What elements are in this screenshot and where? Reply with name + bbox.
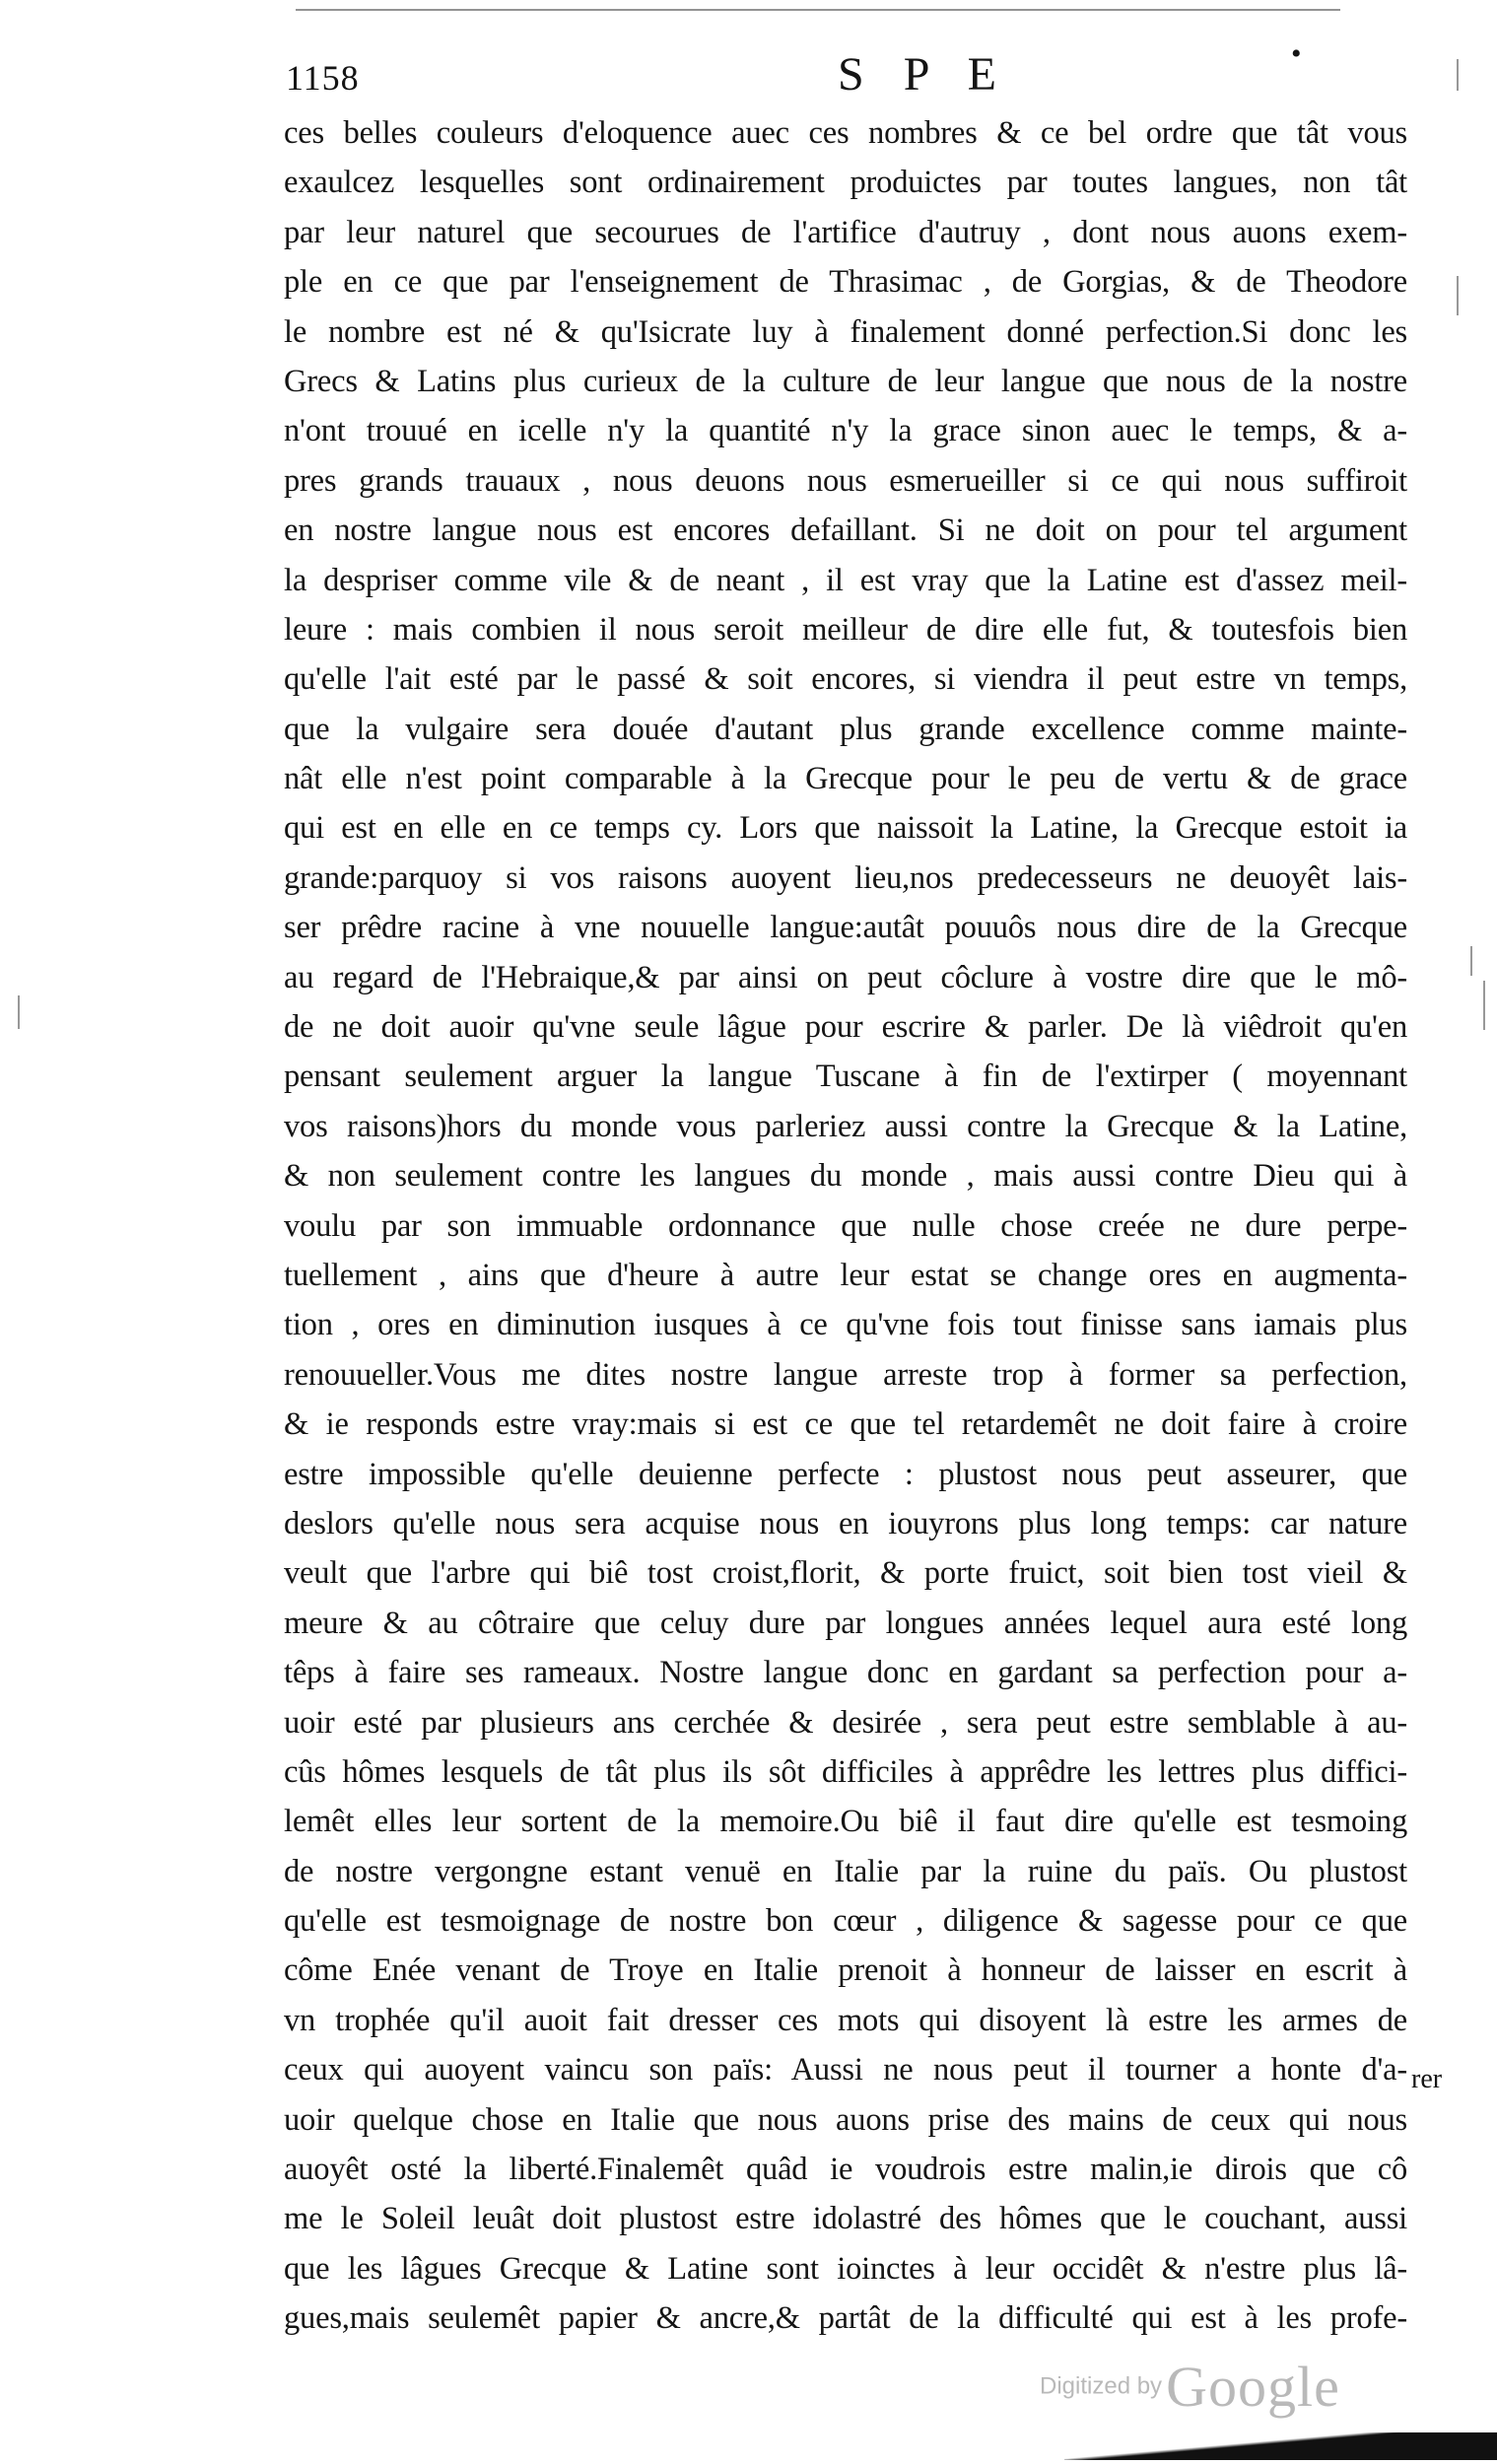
- text-line: uoir quelque chose en Italie que nous auons prise des mains de ceux qui nous: [284, 2101, 1407, 2138]
- google-watermark: [1040, 2354, 1340, 2420]
- text-line: voulu par son immuable ordonnance que nulle chose creée ne dure perpe-: [284, 1207, 1407, 1244]
- catchword: rer: [1411, 2064, 1443, 2094]
- text-line: de ne doit auoir qu'vne seule lâgue pour escrire & parler. De là viêdroit qu'en: [284, 1009, 1407, 1046]
- text-line: Grecs & Latins plus curieux de la culture de leur langue que nous de la nostre: [284, 363, 1407, 399]
- text-line: deslors qu'elle nous sera acquise nous en iouyrons plus long temps: car nature: [284, 1505, 1407, 1541]
- text-line: uoir esté par plusieurs ans cerchée & desirée , sera peut estre semblable à au-: [284, 1704, 1407, 1741]
- margin-mark: [18, 995, 20, 1029]
- margin-mark: [1457, 59, 1459, 91]
- text-line: ser prêdre racine à vne nouuelle langue:autât pouuôs nous dire de la Grecque: [284, 910, 1407, 946]
- margin-mark: [1457, 276, 1459, 315]
- text-line: grande:parquoy si vos raisons auoyent lieu,nos predecesseurs ne deuoyêt lais-: [284, 859, 1407, 896]
- text-line: qui est en elle en ce temps cy. Lors que naissoit la Latine, la Grecque estoit ia: [284, 810, 1407, 847]
- text-line: renouueller.Vous me dites nostre langue arreste trop à former sa perfection,: [284, 1356, 1407, 1393]
- google-logo: Google: [1166, 2355, 1340, 2419]
- text-line: nât elle n'est point comparable à la Grecque pour le peu de vertu & de grace: [284, 761, 1407, 797]
- watermark-prefix: Digitized by: [1040, 2372, 1163, 2400]
- text-line: gues,mais seulemêt papier & ancre,& partât de la difficulté qui est à les profe-: [284, 2300, 1407, 2337]
- text-line: & ie responds estre vray:mais si est ce que tel retardemêt ne doit faire à croire: [284, 1406, 1407, 1443]
- text-line: pres grands trauaux , nous deuons nous esmerueiller si ce qui nous suffiroit: [284, 462, 1407, 499]
- text-line: me le Soleil leuât doit plustost estre idolastré des hômes que le couchant, aussi: [284, 2201, 1407, 2237]
- text-line: pensant seulement arguer la langue Tuscane à fin de l'extirper ( moyennant: [284, 1059, 1407, 1095]
- text-line: qu'elle l'ait esté par le passé & soit encores, si viendra il peut estre vn temps,: [284, 661, 1407, 698]
- scan-top-edge: [296, 6, 1340, 14]
- text-line: & non seulement contre les langues du monde , mais aussi contre Dieu qui à: [284, 1158, 1407, 1195]
- text-line: ces belles couleurs d'eloquence auec ces nombres & ce bel ordre que tât vous: [284, 115, 1407, 151]
- text-line: vos raisons)hors du monde vous parleriez aussi contre la Grecque & la Latine,: [284, 1108, 1407, 1144]
- text-line: tion , ores en diminution iusques à ce qu'vne fois tout finisse sans iamais plus: [284, 1307, 1407, 1343]
- text-line: vn trophée qu'il auoit fait dresser ces mots qui disoyent là estre les armes de: [284, 2002, 1407, 2038]
- text-line: auoyêt osté la liberté.Finalemêt quâd ie voudrois estre malin,ie dirois que cô: [284, 2152, 1407, 2188]
- text-line: par leur naturel que secourues de l'artifice d'autruy , dont nous auons exem-: [284, 214, 1407, 250]
- text-line: la despriser comme vile & de neant , il est vray que la Latine est d'assez meil-: [284, 562, 1407, 598]
- body-text: [284, 108, 1407, 2344]
- text-line: que la vulgaire sera douée d'autant plus grande excellence comme mainte-: [284, 711, 1407, 747]
- text-line: tuellement , ains que d'heure à autre leur estat se change ores en augmenta-: [284, 1257, 1407, 1293]
- text-line: au regard de l'Hebraique,& par ainsi on peut côclure à vostre dire que le mô-: [284, 959, 1407, 995]
- text-line: qu'elle est tesmoignage de nostre bon cœur , diligence & sagesse pour ce que: [284, 1903, 1407, 1940]
- page-number: 1158: [286, 58, 360, 98]
- text-line: têps à faire ses rameaux. Nostre langue donc en gardant sa perfection pour a-: [284, 1655, 1407, 1691]
- margin-mark: [1470, 946, 1472, 976]
- page-header: [286, 37, 1360, 106]
- text-line: leure : mais combien il nous seroit meilleur de dire elle fut, & toutesfois bien: [284, 611, 1407, 648]
- text-line: estre impossible qu'elle deuienne perfecte : plustost nous peut asseurer, que: [284, 1456, 1407, 1492]
- text-line: le nombre est né & qu'Isicrate luy à finalement donné perfection.Si donc les: [284, 313, 1407, 350]
- header-dot: •: [1291, 37, 1302, 70]
- text-line: côme Enée venant de Troye en Italie prenoit à honneur de laisser en escrit à: [284, 1952, 1407, 1989]
- scan-bottom-edge: [1064, 2432, 1497, 2460]
- text-line: cûs hômes lesquels de tât plus ils sôt difficiles à apprêdre les lettres plus diffici-: [284, 1753, 1407, 1790]
- text-line: lemêt elles leur sortent de la memoire.Ou biê il faut dire qu'elle est tesmoing: [284, 1804, 1407, 1840]
- text-line: de nostre vergongne estant venuë en Italie par la ruine du païs. Ou plustost: [284, 1853, 1407, 1889]
- text-line: n'ont trouué en icelle n'y la quantité n'y la grace sinon auec le temps, & a-: [284, 413, 1407, 449]
- text-line: que les lâgues Grecque & Latine sont ioinctes à leur occidêt & n'estre plus lâ-: [284, 2250, 1407, 2287]
- text-line: en nostre langue nous est encores defaillant. Si ne doit on pour tel argument: [284, 513, 1407, 549]
- text-line: exaulcez lesquelles sont ordinairement produictes par toutes langues, non tât: [284, 165, 1407, 201]
- text-line: veult que l'arbre qui biê tost croist,florit, & porte fruict, soit bien tost vieil &: [284, 1555, 1407, 1592]
- text-line: meure & au côtraire que celuy dure par longues années lequel aura esté long: [284, 1605, 1407, 1641]
- running-head: S P E: [838, 48, 1010, 101]
- text-line: ple en ce que par l'enseignement de Thrasimac , de Gorgias, & de Theodore: [284, 264, 1407, 301]
- text-line: ceux qui auoyent vaincu son païs: Aussi ne nous peut il tourner a honte d'a-: [284, 2052, 1407, 2088]
- margin-mark: [1483, 981, 1485, 1030]
